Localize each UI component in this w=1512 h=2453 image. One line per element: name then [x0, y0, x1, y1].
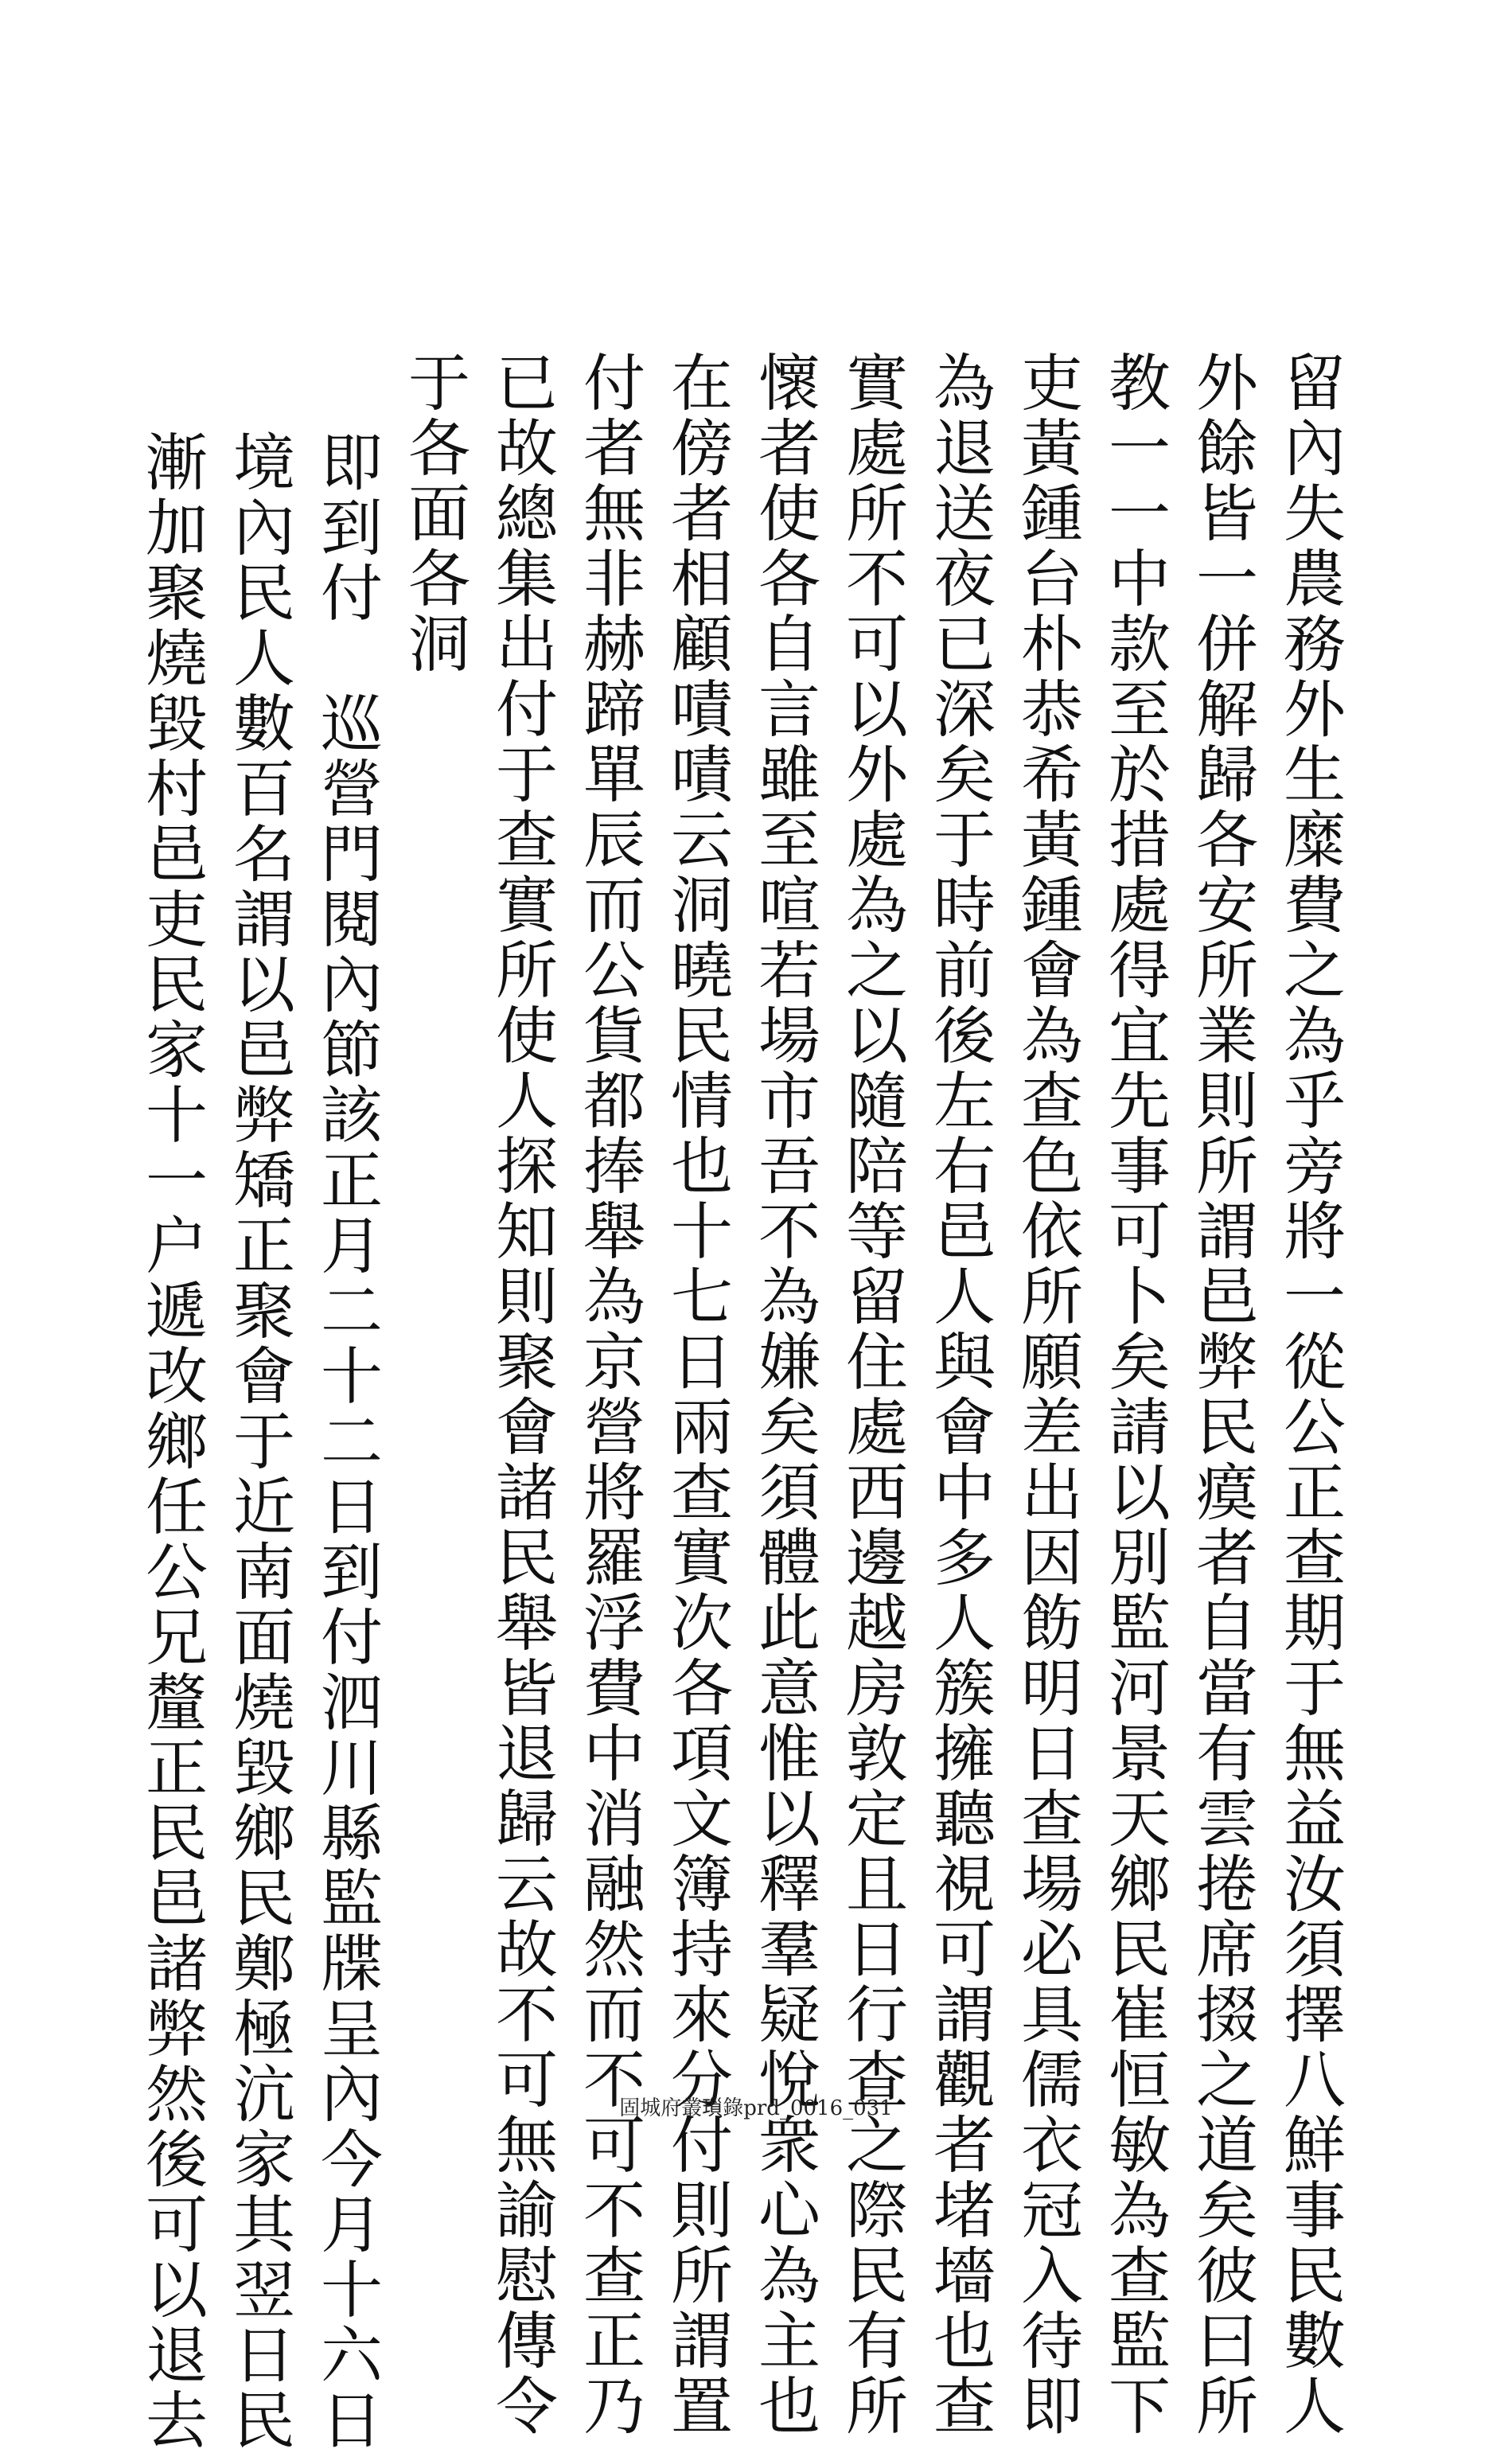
text-column-2: 外餘皆一併解歸各安所業則所謂邑弊民瘼者自當有雲捲席掇之道矣彼曰所 — [1186, 350, 1257, 2439]
page-footer-label: 固城府叢𤨏錄prd_0016_031 — [619, 2096, 893, 2120]
text-column-14: 漸加聚燒毀村邑吏民家十一户遞改鄉任公兄釐正民邑諸弊然後可以退去 — [135, 430, 207, 2453]
text-column-5: 為退送夜已深矣于時前後左右邑人與會中多人簇擁聽視可謂觀者堵墻也查 — [923, 350, 995, 2439]
text-column-12: 即到付 巡營門閱內節該正月二十二日到付泗川縣監牒呈內今月十六日 — [310, 430, 382, 2453]
text-column-13: 境內民人數百名謂以邑弊矯正聚會于近南面燒毀鄉民鄭極沆家其翌日民 — [223, 430, 294, 2453]
text-column-11: 于各面各洞 — [398, 350, 470, 677]
text-column-4: 吏黃鍾台朴恭希黃鍾會為查色依所願差出因飭明日查場必具儒衣冠入待即 — [1011, 350, 1082, 2439]
text-column-3: 教一一中款至於措處得宜先事可卜矣請以別監河景天鄉民崔恒敏為查監下 — [1098, 350, 1170, 2439]
text-column-7: 懷者使各自言雖至喧若場市吾不為嫌矣須體此意惟以釋羣疑悅衆心為主也 — [748, 350, 820, 2439]
text-column-1: 留內失農務外生糜費之為乎旁將一從公正查期于無益汝須擇八鮮事民數人 — [1273, 350, 1345, 2439]
text-column-9: 付者無非赫蹄單辰而公貨都捧舉為京營將羅浮費中消融然而不可不查正乃 — [573, 350, 645, 2439]
text-column-10: 已故總集出付于查實所使人探知則聚會諸民舉皆退歸云故不可無諭慰傳令 — [485, 350, 557, 2439]
text-column-8: 在傍者相顧嘖嘖云洞曉民情也十七日兩查實次各項文簿持來分付則所謂置 — [661, 350, 732, 2439]
text-column-6: 實處所不可以外處為之以隨陪等留住處西邊越房敦定且日行查之際民有所 — [836, 350, 907, 2439]
